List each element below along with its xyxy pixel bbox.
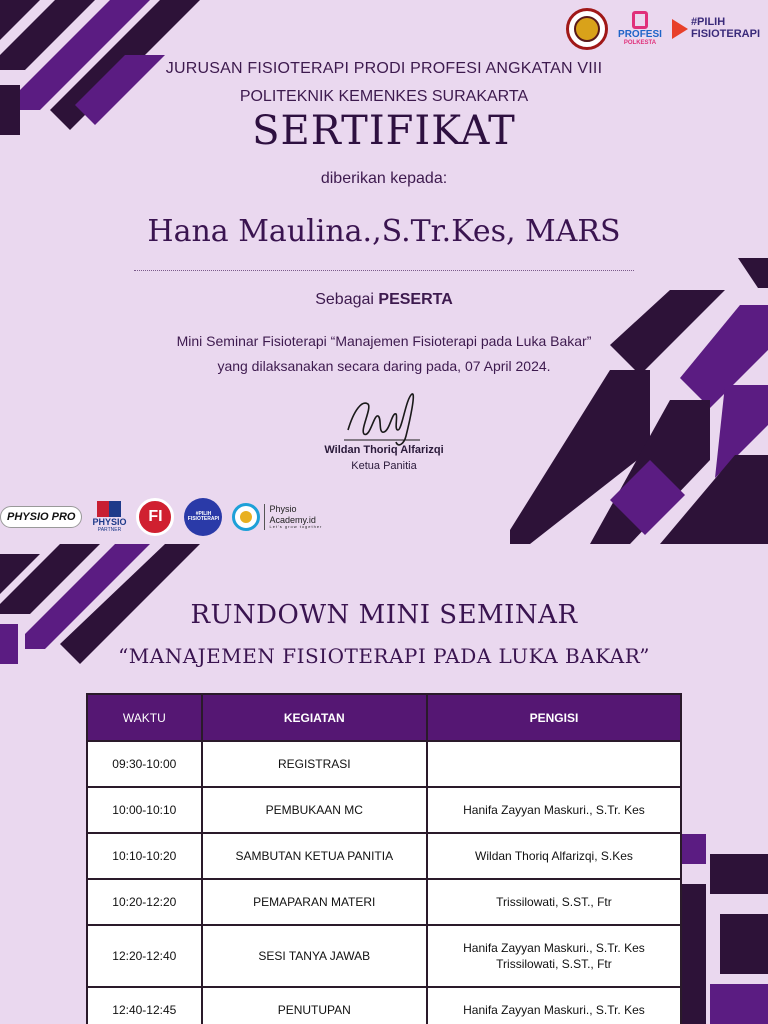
rundown-subtitle: “MANAJEMEN FISIOTERAPI PADA LUKA BAKAR” xyxy=(118,644,650,668)
speaker-cell xyxy=(427,925,681,987)
partner-logos-top xyxy=(566,8,760,50)
speaker-cell: Trissilowati, S.ST., Ftr xyxy=(427,879,681,925)
speaker-cell: Wildan Thoriq Alfarizqi, S.Kes xyxy=(427,833,681,879)
table-row xyxy=(87,879,681,925)
signer-title: Ketua Panitia xyxy=(351,460,417,472)
speaker-name-2: Trissilowati, S.ST., Ftr xyxy=(496,957,612,971)
institution-line-2: POLITEKNIK KEMENKES SURAKARTA xyxy=(239,88,529,105)
name-divider xyxy=(134,270,634,271)
activity-cell: PENUTUPAN xyxy=(202,987,427,1024)
physio-academy-mark-icon xyxy=(232,503,260,531)
activity-cell: PEMBUKAAN MC xyxy=(202,787,427,833)
play-arrow-icon xyxy=(672,19,688,39)
time-cell: 12:20-12:40 xyxy=(87,925,202,987)
time-cell: 09:30-10:00 xyxy=(87,741,202,787)
column-header-speaker: PENGISI xyxy=(427,694,681,741)
table-row xyxy=(87,787,681,833)
polkesta-logo-text: POLKESTA xyxy=(623,39,657,46)
time-cell: 12:40-12:45 xyxy=(87,987,202,1024)
pilih-fisioterapi-round-logo: #PILIH FISIOTERAPI xyxy=(184,498,222,536)
column-header-time: WAKTU xyxy=(87,694,202,741)
profesi-polkesta-logo xyxy=(618,11,662,47)
academy-text-1: Physio xyxy=(269,504,297,515)
role-prefix: Sebagai xyxy=(315,291,379,308)
corner-decoration-bottom-right xyxy=(680,834,768,1024)
physio-academy-logo xyxy=(232,503,322,531)
academy-text-2: Academy.id xyxy=(269,514,316,525)
rundown-title: RUNDOWN MINI SEMINAR xyxy=(190,600,578,630)
fi-logo: FI xyxy=(136,498,174,536)
fisioterapi-logo-text: FISIOTERAPI xyxy=(690,28,760,40)
profesi-mark-icon xyxy=(632,11,648,29)
table-row xyxy=(87,987,681,1024)
pilih-fisioterapi-logo xyxy=(672,17,760,40)
speaker-cell xyxy=(427,741,681,787)
time-cell: 10:00-10:10 xyxy=(87,787,202,833)
table-row xyxy=(87,833,681,879)
speaker-name-1: Hanifa Zayyan Maskuri., S.Tr. Kes xyxy=(463,940,645,955)
pilih-logo-text: #PILIH xyxy=(690,16,726,29)
rundown-page xyxy=(0,544,768,1024)
speaker-cell: Hanifa Zayyan Maskuri., S.Tr. Kes xyxy=(427,987,681,1024)
institution-line-1: JURUSAN FISIOTERAPI PRODI PROFESI ANGKATAN VIII xyxy=(165,60,603,77)
activity-cell: SESI TANYA JAWAB xyxy=(202,925,427,987)
physio-partner-text: PHYSIO xyxy=(92,517,127,527)
academy-tagline: Let's grow together xyxy=(269,524,323,530)
schedule-table xyxy=(86,693,682,1024)
certificate-title: SERTIFIKAT xyxy=(252,108,516,154)
physio-partner-logo xyxy=(92,501,126,533)
schedule-header-row xyxy=(87,694,681,741)
handwritten-signature xyxy=(340,390,430,450)
time-cell: 10:10-10:20 xyxy=(87,833,202,879)
participant-role xyxy=(0,291,768,309)
event-description-line-2: yang dilaksanakan secara daring pada, 07 April 2024. xyxy=(217,358,551,374)
activity-cell: PEMAPARAN MATERI xyxy=(202,879,427,925)
activity-cell: SAMBUTAN KETUA PANITIA xyxy=(202,833,427,879)
physio-partner-mark-icon xyxy=(97,501,121,517)
profesi-logo-text: PROFESI xyxy=(618,28,662,40)
physio-partner-subtext: PARTNER xyxy=(97,527,122,533)
event-description-line-1: Mini Seminar Fisioterapi “Manajemen Fisioterapi pada Luka Bakar” xyxy=(176,333,592,349)
poltekkes-seal-logo xyxy=(566,8,608,50)
speaker-cell: Hanifa Zayyan Maskuri., S.Tr. Kes xyxy=(427,787,681,833)
time-cell: 10:20-12:20 xyxy=(87,879,202,925)
recipient-name: Hana Maulina.,S.Tr.Kes, MARS xyxy=(147,214,621,249)
table-row xyxy=(87,925,681,987)
physio-pro-logo: PHYSIO PRO xyxy=(0,506,82,528)
role-value: PESERTA xyxy=(378,291,453,308)
given-to-label: diberikan kepada: xyxy=(320,170,448,187)
column-header-activity: KEGIATAN xyxy=(202,694,427,741)
signer-name: Wildan Thoriq Alfarizqi xyxy=(324,444,444,456)
table-row xyxy=(87,741,681,787)
sponsor-logos xyxy=(0,498,322,536)
activity-cell: REGISTRASI xyxy=(202,741,427,787)
